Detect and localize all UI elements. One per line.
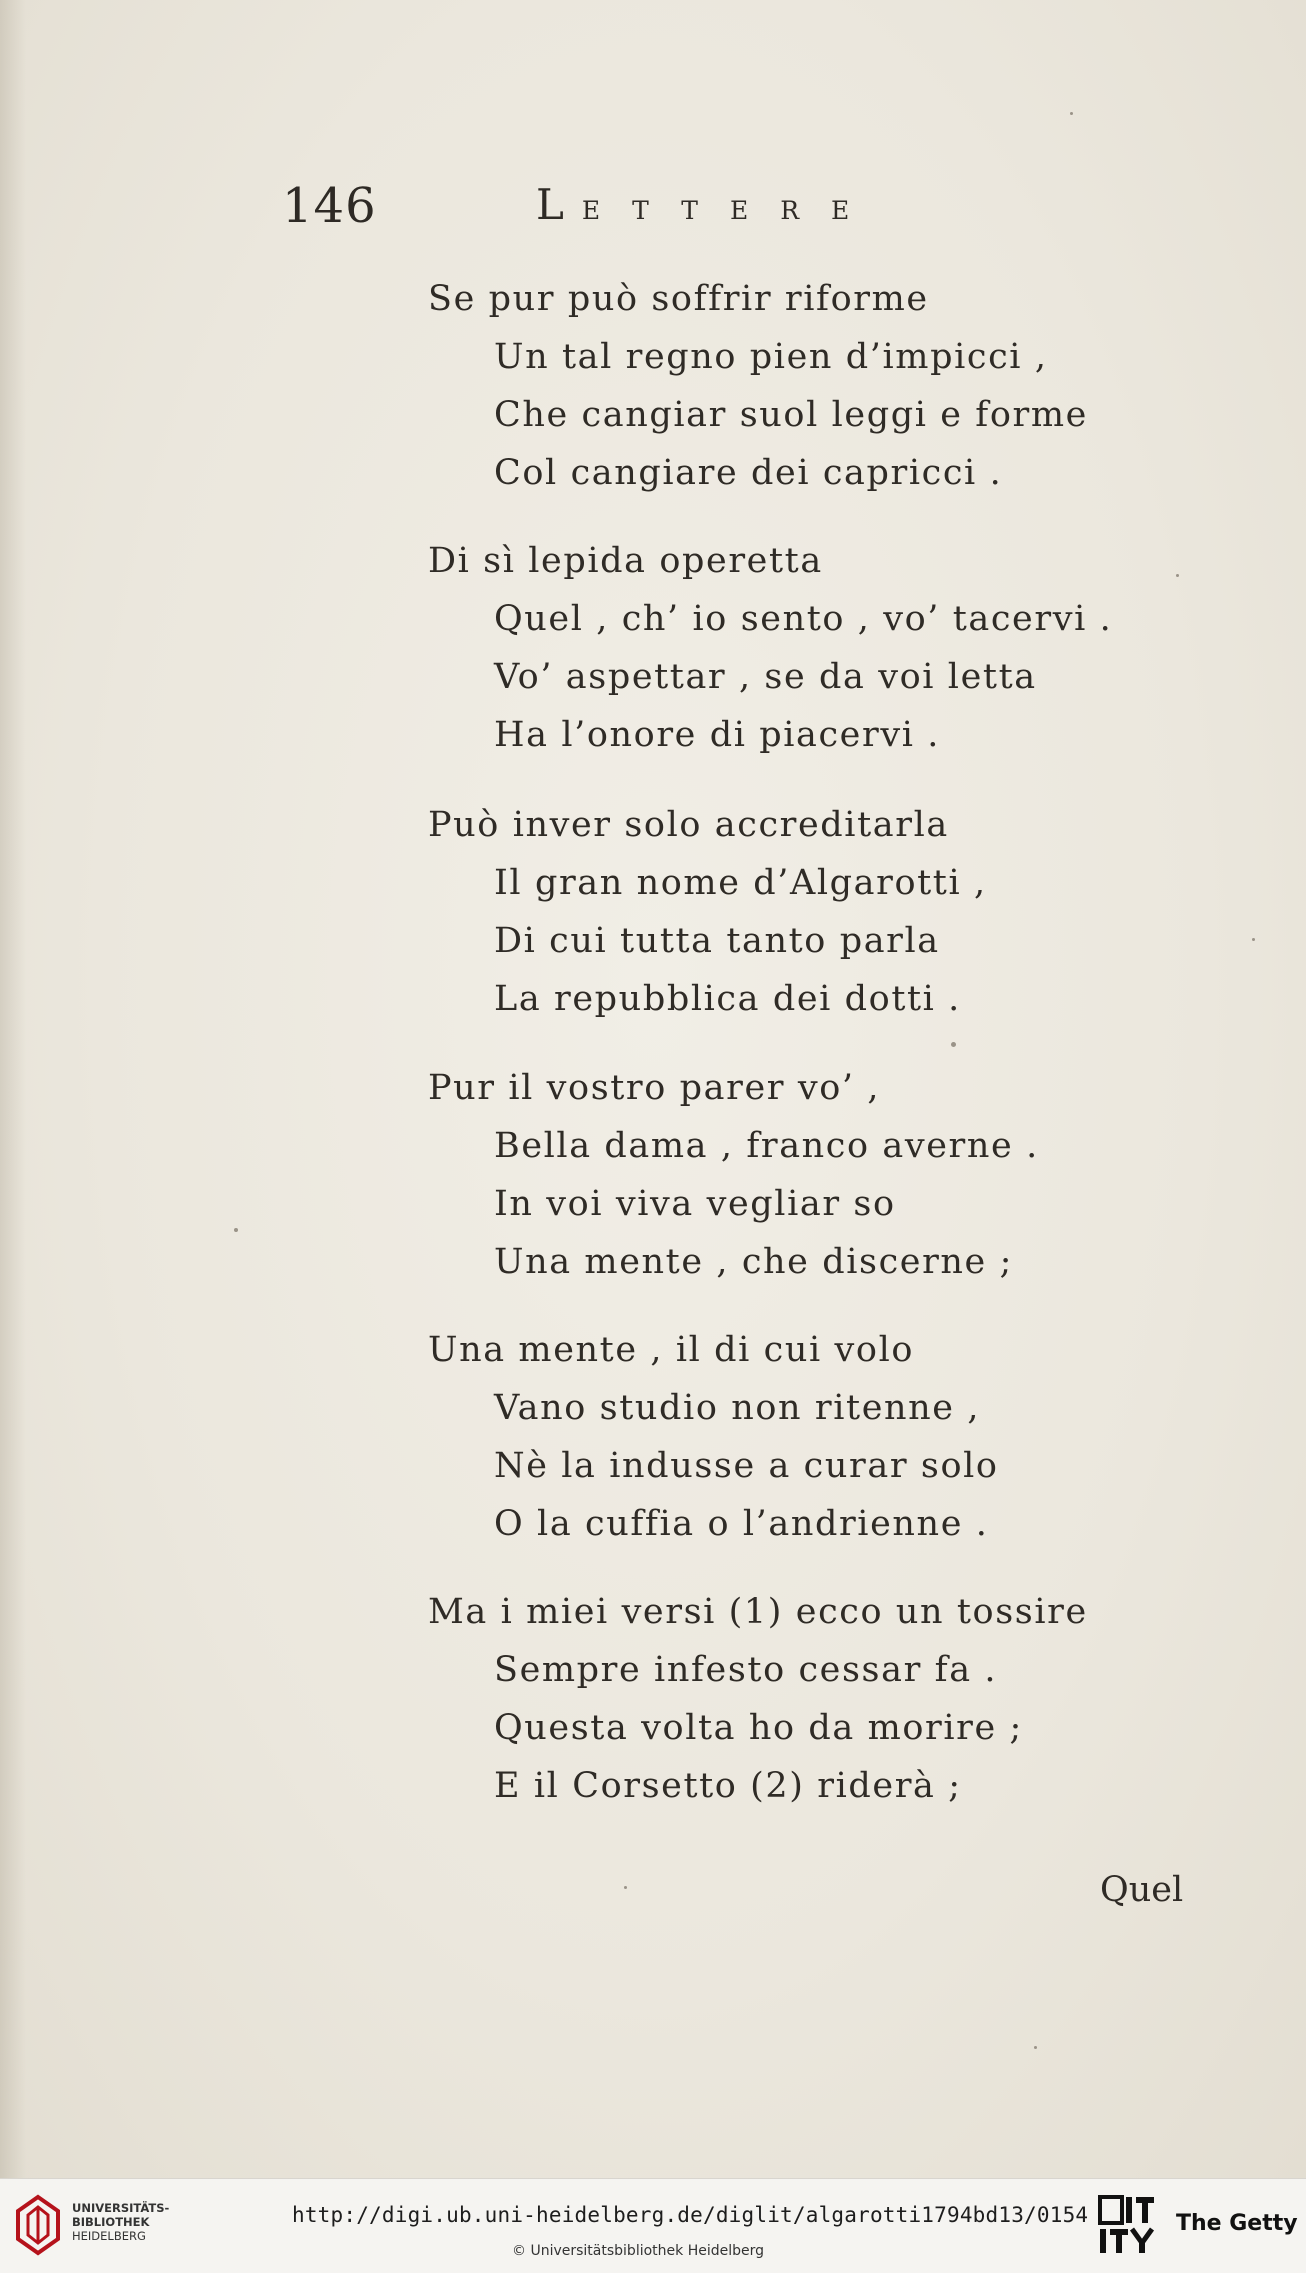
paper-speck	[951, 1042, 956, 1047]
paper-speck	[1176, 574, 1179, 577]
verse-line: Una mente , il di cui volo	[428, 1330, 915, 1370]
running-head-initial: L	[536, 180, 566, 229]
running-head-rest: ETTERE	[581, 196, 882, 225]
library-name: UNIVERSITÄTS- BIBLIOTHEK HEIDELBERG	[72, 2201, 170, 2243]
verse-line: Bella dama , franco averne .	[494, 1126, 1039, 1166]
verse-line: Quel , ch’ io sento , vo’ tacervi .	[494, 599, 1113, 639]
verse-line: Di sì lepida operetta	[428, 541, 823, 581]
verse-line: Pur il vostro parer vo’ ,	[428, 1068, 881, 1108]
verse-line: Di cui tutta tanto parla	[494, 921, 940, 961]
verse-line: Nè la indusse a curar solo	[494, 1446, 999, 1486]
verse-line: Ma i miei versi (1) ecco un tossire	[428, 1592, 1088, 1632]
verse-line: Ha l’onore di piacervi .	[494, 715, 940, 755]
verse-line: Che cangiar suol leggi e forme	[494, 395, 1088, 435]
verse-line: Vo’ aspettar , se da voi letta	[494, 657, 1037, 697]
paper-speck	[234, 1228, 238, 1232]
verse-line: Questa volta ho da morire ;	[494, 1708, 1023, 1748]
copyright-notice: © Universitätsbibliothek Heidelberg	[512, 2243, 765, 2259]
permalink-url[interactable]: http://digi.ub.uni-heidelberg.de/diglit/algarotti1794bd13/0154	[292, 2203, 1089, 2227]
university-library-logo-icon	[12, 2193, 64, 2257]
verse-line: Vano studio non ritenne ,	[494, 1388, 981, 1428]
verse-line: Col cangiare dei capricci .	[494, 453, 1003, 493]
verse-line: In voi viva vegliar so	[494, 1184, 896, 1224]
verse-line: E il Corsetto (2) riderà ;	[494, 1766, 962, 1806]
paper-speck	[1070, 112, 1073, 115]
paper-speck	[1252, 938, 1255, 941]
verse-line: La repubblica dei dotti .	[494, 979, 961, 1019]
verse-line: O la cuffia o l’andrienne .	[494, 1504, 989, 1544]
verse-line: Un tal regno pien d’impicci ,	[494, 337, 1048, 377]
verse-line: Il gran nome d’Algarotti ,	[494, 863, 987, 903]
verse-line: Se pur può soffrir riforme	[428, 279, 929, 319]
page-number: 146	[282, 178, 377, 234]
paper-speck	[1034, 2046, 1037, 2049]
partner-name: The Getty	[1176, 2211, 1298, 2236]
getty-logo-icon	[1098, 2193, 1156, 2257]
viewer-footer	[0, 2178, 1306, 2273]
paper-speck	[624, 1886, 627, 1889]
page-edge-shadow	[0, 0, 26, 2178]
verse-line: Sempre infesto cessar fa .	[494, 1650, 998, 1690]
verse-line: Può inver solo accreditarla	[428, 805, 949, 845]
running-head	[536, 180, 881, 229]
verse-line: Una mente , che discerne ;	[494, 1242, 1013, 1282]
catchword: Quel	[1100, 1870, 1184, 1910]
